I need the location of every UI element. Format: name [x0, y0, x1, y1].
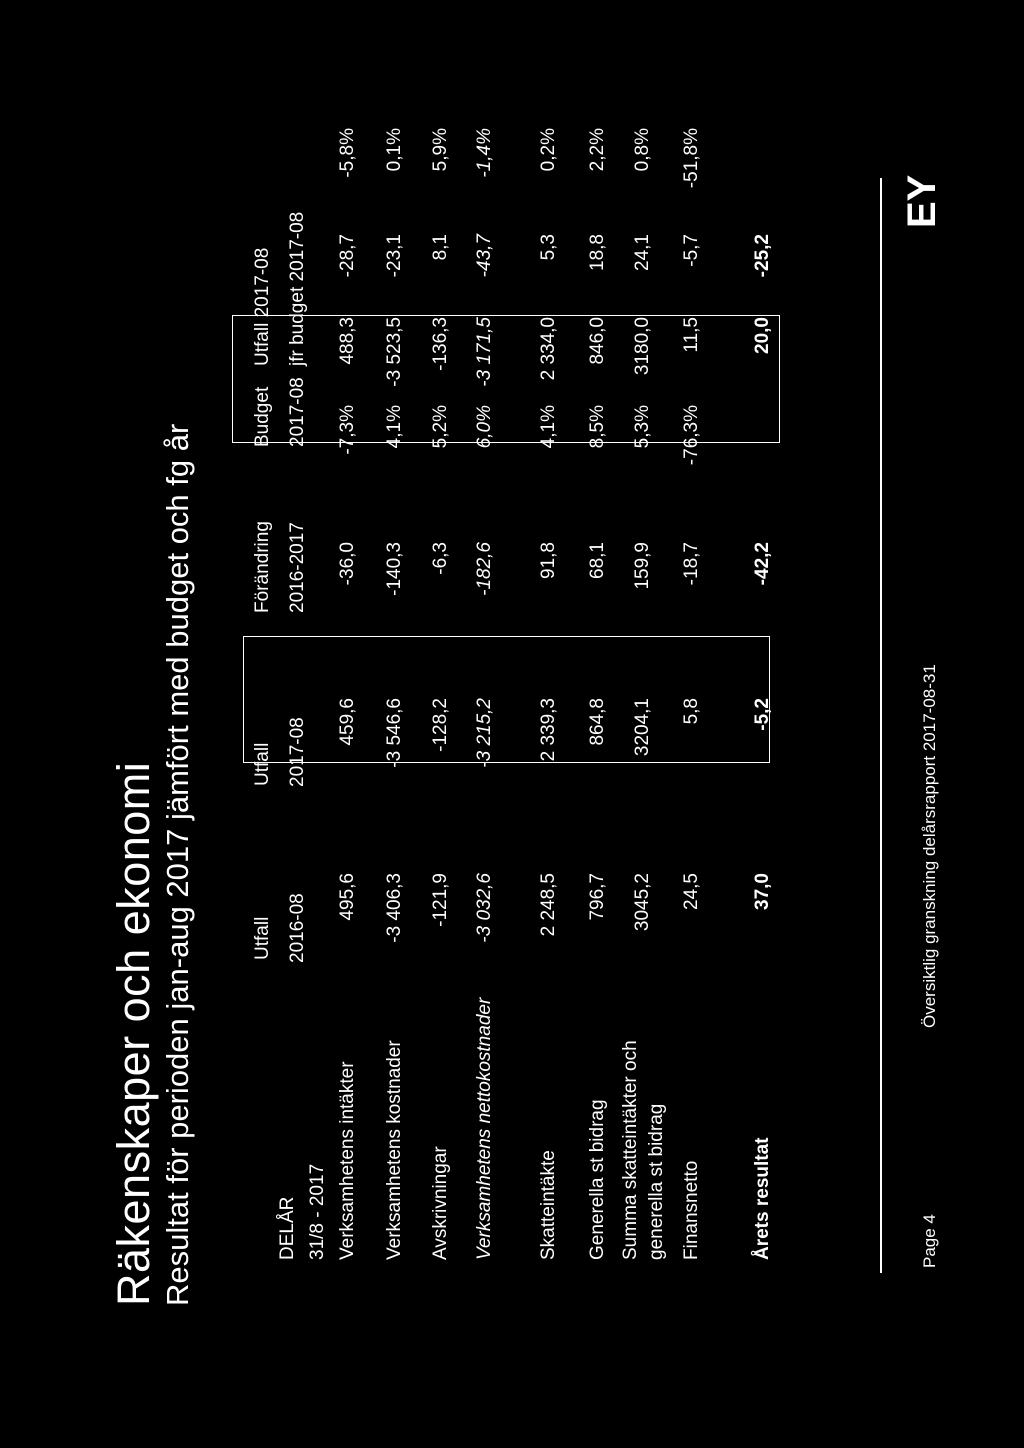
table-cell: 3180,0 [632, 317, 653, 376]
table-cell: -1,4% [474, 128, 495, 178]
table-cell: -128,2 [430, 698, 451, 752]
table-cell: -51,8% [681, 128, 702, 189]
table-cell: 37,0 [752, 873, 773, 910]
row-label: Summa skatteintäkter och [620, 1040, 641, 1260]
table-cell: 4,1% [384, 405, 405, 449]
table-cell: 2 339,3 [538, 698, 559, 762]
table-cell: 8,1 [430, 234, 451, 261]
footer-rule [880, 178, 882, 1273]
table-cell: 5,2% [430, 405, 451, 449]
table-cell: -182,6 [474, 542, 495, 596]
table-cell: 18,8 [587, 234, 608, 271]
table-cell: 20,0 [752, 317, 773, 354]
footer-page: Page 4 [920, 1214, 939, 1268]
table-cell: 488,3 [337, 317, 358, 365]
table-cell: -3 406,3 [384, 873, 405, 943]
page-subtitle: Resultat för perioden jan-aug 2017 jämfört med budget och fg år [160, 423, 195, 1306]
col-jfr-top: Utfall 2017-08 [252, 247, 273, 366]
row-label: Verksamhetens intäkter [337, 1061, 358, 1260]
table-cell: -3 032,6 [474, 873, 495, 943]
table-cell: 2,2% [587, 128, 608, 172]
table-cell: -28,7 [337, 234, 358, 278]
table-cell: 3204,1 [632, 698, 653, 757]
col-utfall-2017-top: Utfall [252, 742, 273, 786]
table-cell: 68,1 [587, 542, 608, 579]
table-cell: -36,0 [337, 542, 358, 586]
table-cell: 0,8% [632, 128, 653, 172]
table-cell: -5,7 [681, 234, 702, 267]
col-utfall-2017-bottom: 2017-08 [287, 717, 308, 787]
table-cell: -3 523,5 [384, 317, 405, 387]
col-budget-top: Budget [252, 386, 273, 447]
table-cell: 4,1% [538, 405, 559, 449]
table-cell: 796,7 [587, 873, 608, 921]
table-cell: 3045,2 [632, 873, 653, 932]
table-cell: 24,5 [681, 873, 702, 910]
table-cell: 159,9 [632, 542, 653, 590]
table-cell: 6,0% [474, 405, 495, 449]
footer-report: Översiktlig granskning delårsrapport 2017-08-31 [920, 664, 939, 1028]
table-cell: -42,2 [752, 542, 773, 586]
ey-logo: EY [900, 174, 944, 228]
row-label: Finansnetto [681, 1160, 702, 1260]
table-cell: 0,1% [384, 128, 405, 172]
table-cell: -23,1 [384, 234, 405, 278]
table-cell: 5,3% [632, 405, 653, 449]
table-cell: 864,8 [587, 698, 608, 746]
table-cell: -5,8% [337, 128, 358, 178]
table-cell: 11,5 [681, 317, 702, 353]
table-cell: 24,1 [632, 234, 653, 271]
row-label: Generella st bidrag [587, 1099, 608, 1260]
row-label: Verksamhetens nettokostnader [474, 997, 495, 1260]
row-label: Verksamhetens kostnader [384, 1040, 405, 1260]
col-budget-bottom: 2017-08 [287, 377, 308, 447]
table-cell: -140,3 [384, 542, 405, 596]
table-cell: -121,9 [430, 873, 451, 927]
col-utfall-2016-top: Utfall [252, 916, 273, 960]
row-label: Skatteintäkte [538, 1150, 559, 1260]
table-cell: 495,6 [337, 873, 358, 921]
row-label: Årets resultat [752, 1137, 773, 1260]
table-cell: -3 171,5 [474, 317, 495, 387]
table-cell: -7,3% [337, 405, 358, 455]
table-cell: 846,0 [587, 317, 608, 365]
table-cell: 5,3 [538, 234, 559, 261]
table-cell: 2 248,5 [538, 873, 559, 937]
table-cell: 459,6 [337, 698, 358, 746]
table-cell: -5,2 [752, 698, 773, 731]
table-cell: -43,7 [474, 234, 495, 278]
table-cell: -3 215,2 [474, 698, 495, 768]
header-period: 31/8 - 2017 [307, 1163, 328, 1260]
table-cell: -3 546,6 [384, 698, 405, 768]
col-forandring-top: Förändring [252, 521, 273, 613]
col-jfr-bottom: jfr budget 2017-08 [287, 211, 308, 366]
table-cell: 0,2% [538, 128, 559, 172]
col-utfall-2016-bottom: 2016-08 [287, 893, 308, 963]
table-cell: -18,7 [681, 542, 702, 586]
table-cell: -136,3 [430, 317, 451, 371]
table-cell: -25,2 [752, 234, 773, 278]
header-org: DELÅR [277, 1196, 298, 1260]
table-cell: -76,3% [681, 405, 702, 466]
table-cell: 91,8 [538, 542, 559, 579]
table-cell: 5,8 [681, 698, 702, 725]
row-label-line2: generella st bidrag [646, 1103, 667, 1260]
table-cell: 2 334,0 [538, 317, 559, 381]
page-title: Räkenskaper och ekonomi [108, 761, 159, 1306]
table-cell: 5,9% [430, 128, 451, 172]
table-cell: -6,3 [430, 542, 451, 575]
row-label: Avskrivningar [430, 1146, 451, 1260]
table-cell: 8,5% [587, 405, 608, 449]
col-forandring-bottom: 2016-2017 [287, 522, 308, 613]
